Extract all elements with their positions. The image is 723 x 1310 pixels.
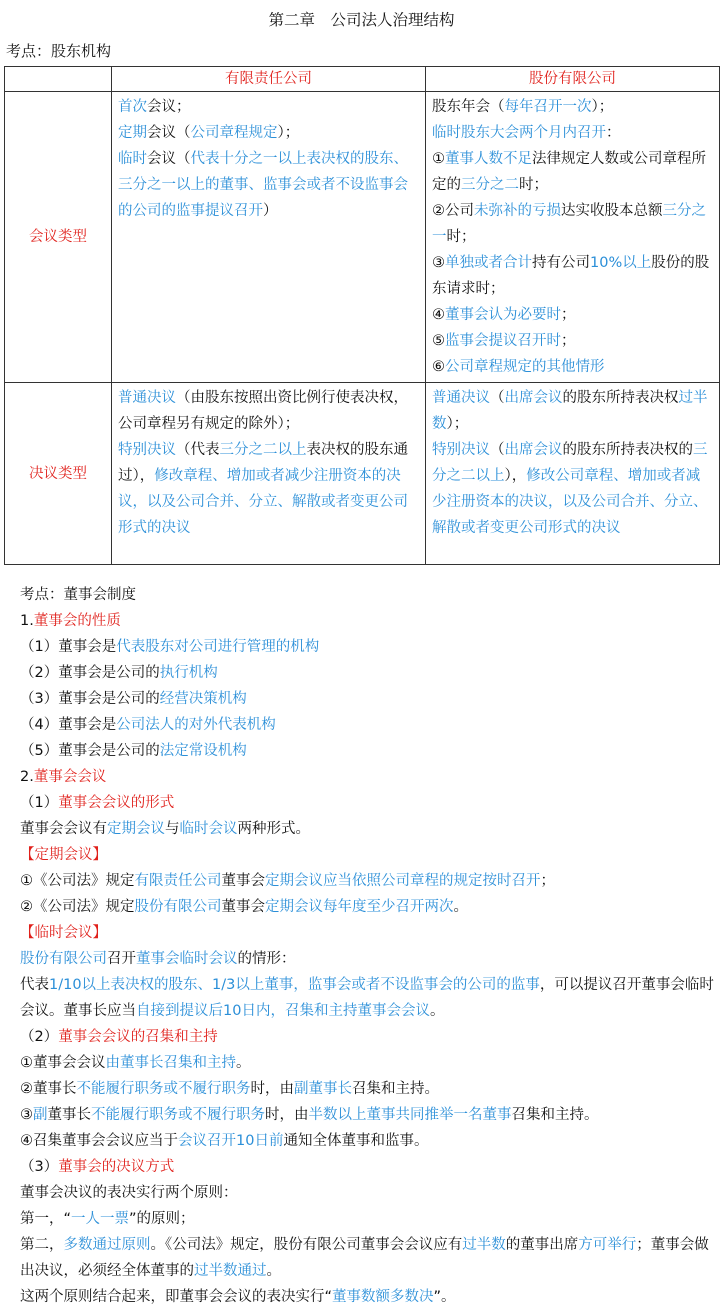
text-line [20,972,720,1024]
text-line [20,634,720,660]
text-run: ）； [277,125,300,141]
text-run: （4）董事会是 [20,717,117,733]
text-run: ；董事会做出决议，必须经全体董事的 [20,1237,709,1279]
text-run: 执行机构 [159,665,218,681]
text-line [20,686,720,712]
text-run: 股东年会（ [432,99,505,115]
text-run: 董事会 [221,899,265,915]
text-run: ）； [446,416,469,432]
text-line [20,1154,720,1180]
text-line [118,94,419,120]
text-line [20,816,720,842]
text-run: 首次 [118,99,147,115]
text-run: 过半数 [462,1237,506,1253]
text-run: 过半数通过 [194,1263,267,1279]
text-line [118,385,419,437]
text-run: （2） [20,1029,59,1045]
text-run: 会议； [147,99,191,115]
text-run: 董事人数不足 [445,151,532,167]
text-line [20,894,720,920]
text-run: 未弥补的亏损 [474,203,561,219]
text-line [20,1102,720,1128]
text-run: 董事会的决议方式 [58,1159,175,1175]
text-line [20,1284,720,1310]
text-line [20,582,720,608]
text-run: 董事会决议的表决实行两个原则： [20,1185,238,1201]
text-run: 董事会临时会议 [136,951,238,967]
text-run: 召集和主持。 [352,1081,439,1097]
text-run: ； [561,333,576,349]
text-line [432,385,713,437]
text-run: ） [263,203,278,219]
text-run: ③ [432,255,445,271]
text-line [20,764,720,790]
text-line [432,146,713,198]
text-run: 会议召开10日前 [178,1133,284,1149]
text-run: ： [606,125,621,141]
text-run: 的情形： [237,951,296,967]
text-line [20,660,720,686]
text-run: （ [490,390,505,406]
text-run: 出席会议 [504,390,563,406]
text-run: 董事会会议的形式 [58,795,175,811]
text-run: 副 [33,1107,48,1123]
text-run: 。《公司法》规定，股份有限公司董事会会议应有 [150,1237,463,1253]
text-run: 1. [20,613,34,629]
text-line [432,354,713,380]
text-line [20,790,720,816]
text-line [432,198,713,250]
text-run: （3） [20,1159,59,1175]
text-run: 有限责任公司 [134,873,222,889]
text-run: 会议（ [147,151,191,167]
text-run: 代表 [20,977,49,993]
text-line [432,302,713,328]
text-run: ； [561,307,576,323]
text-line [20,1076,720,1102]
text-run: ④ [432,307,445,323]
text-run: 代表股东对公司进行管理的机构 [116,639,320,655]
text-run: ②董事长 [20,1081,77,1097]
text-run: 董事数额多数决 [332,1289,434,1305]
text-line [20,1232,720,1284]
text-run: 不能履行职务或不履行职务 [76,1081,251,1097]
row-label-meeting-type: 会议类型 [5,92,112,383]
text-run: 法律规定人数或公司章程所定的 [432,151,706,193]
text-run: 监事会提议召开时 [445,333,561,349]
text-run: 董事会的性质 [33,613,121,629]
text-line [20,1050,720,1076]
text-run: 达实收股本总额 [561,203,663,219]
text-run: 。 [236,1055,251,1071]
cell-jsc-resolution [426,383,720,565]
text-run: 三分之二 [461,177,519,193]
text-line [20,1024,720,1050]
text-run: ①《公司法》规定 [20,873,135,889]
text-run: 定期会议每年度至少召开两次 [265,899,454,915]
text-run: 董事会会议 [33,769,107,785]
text-run: 董事长 [47,1107,91,1123]
text-run: 过半数 [432,390,708,432]
text-run: 副董事长 [294,1081,352,1097]
table-header-llc: 有限责任公司 [112,67,426,92]
text-run: 。 [429,1003,445,1019]
text-run: 特别决议 [118,442,176,458]
text-run: 三分之二以上 [432,442,708,484]
text-run: 单独或者合计 [445,255,532,271]
text-line [118,120,419,146]
text-run: ②公司 [432,203,474,219]
text-run: ④召集董事会会议应当于 [20,1133,178,1149]
text-run: ）， [504,468,527,484]
text-line [432,437,713,541]
text-run: 1/10以上表决权的股东、1/3以上董事，监事会或者不设监事会的公司的监事 [49,977,540,993]
text-run: ”的原则； [129,1211,195,1227]
text-run: 临时 [118,151,147,167]
text-line [20,920,720,946]
text-line [20,1206,720,1232]
text-run: 定期 [118,125,147,141]
text-run: ； [540,873,555,889]
text-run: （代表 [176,442,220,458]
text-run: （2）董事会是公司的 [20,665,160,681]
text-run: 与 [165,821,180,837]
text-run: ①董事会会议 [20,1055,106,1071]
text-run: （1） [20,795,59,811]
text-line [432,94,713,120]
text-line [118,146,419,224]
text-run: 定期会议应当依照公司章程的规定按时召开 [265,873,541,889]
text-run: 。 [266,1263,281,1279]
text-run: 公司章程规定的其他情形 [445,359,605,375]
text-run: （5）董事会是公司的 [20,743,160,759]
text-run: 考点：董事会制度 [20,587,136,603]
text-run: 代表十分之一以上表决权的股东、三分之一以上的董事、监事会或者不设监事会的公司的监事提议召开 [118,151,408,219]
text-run: 的股东所持表决权的 [562,442,693,458]
text-run: 股份有限公司 [20,951,107,967]
text-run: 【定期会议】 [20,847,107,863]
text-run: 董事会 [221,873,265,889]
text-run: 普通决议 [432,390,490,406]
text-run: 方可举行 [578,1237,637,1253]
text-run: 公司章程规定 [190,125,278,141]
text-line [20,1128,720,1154]
text-run: 普通决议 [118,390,176,406]
text-run: 三分之二以上 [219,442,307,458]
text-run: 一人一票 [71,1211,130,1227]
text-line [20,738,720,764]
text-run: 时，由 [265,1107,309,1123]
text-line [118,437,419,541]
text-run: 公司法人的对外代表机构 [116,717,276,733]
text-run: 时； [519,177,548,193]
text-run: 定期会议 [107,821,165,837]
cell-jsc-meeting [426,92,720,383]
text-run: 特别决议 [432,442,490,458]
text-run: 董事会认为必要时 [445,307,561,323]
text-run: 。 [453,899,468,915]
text-run: 【临时会议】 [20,925,107,941]
text-run: 出席会议 [504,442,563,458]
text-run: 时，由 [250,1081,294,1097]
text-run: 通知全体董事和监事。 [283,1133,429,1149]
text-run: 三分之一 [432,203,706,245]
text-run: 修改章程、增加或者减少注册资本的决议，以及公司合并、分立、解散或者变更公司形式的决议 [118,468,408,536]
cell-llc-meeting [112,92,426,383]
text-run: （1）董事会是 [20,639,117,655]
text-run: 2. [20,769,34,785]
text-run: ⑤ [432,333,445,349]
text-run: ，可以提议召开董事会临时会议。董事长应当 [20,977,714,1019]
table-header-row [5,67,720,92]
text-run: 这两个原则结合起来，即董事会会议的表决实行“ [20,1289,333,1305]
text-run: 董事会会议有 [20,821,107,837]
row-label-resolution-type: 决议类型 [5,383,112,565]
text-run: 第一，“ [20,1211,72,1227]
page-title: 第二章 公司法人治理结构 [268,11,455,29]
text-run: ⑥ [432,359,445,375]
text-run: 经营决策机构 [159,691,247,707]
text-run: （由股东按照出资比例行使表决权，公司章程另有规定的除外）； [118,390,408,432]
text-run: 自接到提议后10日内，召集和主持董事会会议 [136,1003,430,1019]
text-run: 第二， [20,1237,64,1253]
text-run: 两种形式。 [237,821,310,837]
text-run: 表决权的股东通过）， [118,442,408,484]
text-run: 临时股东大会两个月内召开 [432,125,606,141]
text-run: ）； [591,99,614,115]
text-run: 临时会议 [179,821,238,837]
text-run: 持有公司 [532,255,590,271]
text-line [432,250,713,302]
text-line [20,946,720,972]
text-run: 修改公司章程、增加或者减少注册资本的决议，以及公司合并、分立、解散或者变更公司形式的决议 [432,468,708,536]
text-line [20,712,720,738]
text-line [20,842,720,868]
text-run: 股份的股东请求时； [432,255,710,297]
text-run: 时； [446,229,476,245]
table-header-blank [5,67,112,92]
text-run: 股份有限公司 [134,899,222,915]
table-row [5,383,720,565]
text-run: ②《公司法》规定 [20,899,135,915]
board-system-section [20,582,720,1310]
text-run: 10%以上 [590,255,652,271]
text-run: 的股东所持表决权 [562,390,679,406]
text-run: 每年召开一次 [504,99,592,115]
text-run: ”。 [433,1289,456,1305]
text-run: 召开 [107,951,136,967]
text-line [432,328,713,354]
text-run: 召集和主持。 [511,1107,599,1123]
text-run: 董事会会议的召集和主持 [58,1029,218,1045]
text-run: ③ [20,1107,33,1123]
text-run: ① [432,151,445,167]
text-run: 的董事出席 [505,1237,579,1253]
text-run: 法定常设机构 [159,743,247,759]
table-header-jsc: 股份有限公司 [426,67,720,92]
text-line [20,608,720,634]
text-run: 由董事长召集和主持 [105,1055,236,1071]
text-line [20,868,720,894]
table-row [5,92,720,383]
cell-llc-resolution [112,383,426,565]
text-run: （3）董事会是公司的 [20,691,160,707]
text-run: 半数以上董事共同推举一名董事 [308,1107,512,1123]
comparison-table [4,66,720,565]
text-line [432,120,713,146]
text-run: 多数通过原则 [63,1237,151,1253]
text-run: 会议（ [147,125,191,141]
text-run: （ [490,442,505,458]
text-line [20,1180,720,1206]
section-heading-shareholder: 考点：股东机构 [6,42,112,60]
text-run: 不能履行职务或不履行职务 [91,1107,265,1123]
